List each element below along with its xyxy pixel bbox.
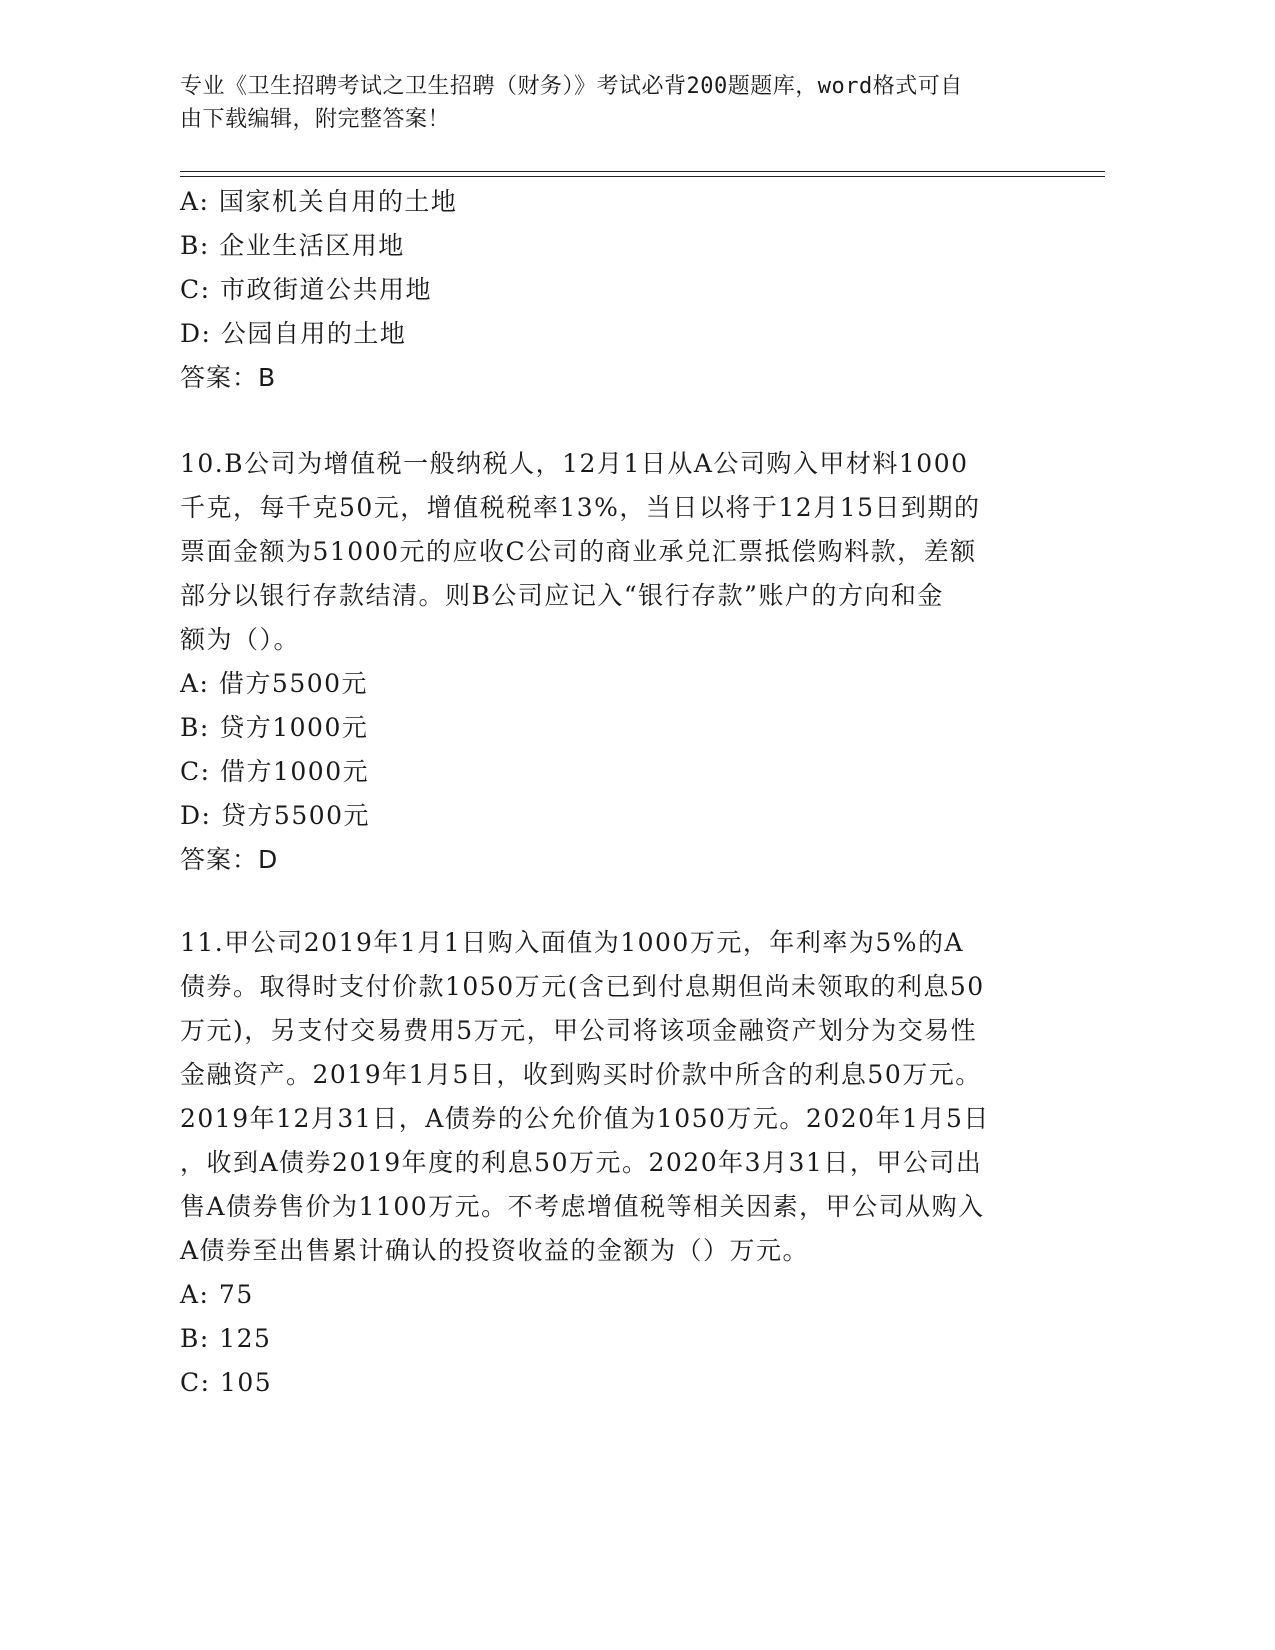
q10-option-a: A: 借方5500元	[180, 669, 369, 698]
q11-stem-line: 11.甲公司2019年1月1日购入面值为1000万元，年利率为5%的A	[180, 928, 965, 957]
question-11	[180, 921, 1040, 1405]
question-9	[180, 180, 1040, 400]
header-divider-top	[180, 171, 1105, 172]
q11-stem-line: 售A债券售价为1100万元。不考虑增值税等相关因素，甲公司从购入	[180, 1192, 985, 1221]
q11-stem-line: ，收到A债券2019年度的利息50万元。2020年3月31日，甲公司出	[180, 1148, 983, 1177]
q10-stem-line: 10.B公司为增值税一般纳税人，12月1日从A公司购入甲材料1000	[180, 449, 969, 478]
q10-option-b: B: 贷方1000元	[180, 713, 369, 742]
q9-option-c: C: 市政街道公共用地	[180, 275, 432, 304]
q9-option-d: D: 公园自用的土地	[180, 319, 407, 348]
q11-stem-line: 万元)，另支付交易费用5万元，甲公司将该项金融资产划分为交易性	[180, 1016, 978, 1045]
header-title-line-1: 专业《卫生招聘考试之卫生招聘（财务）》考试必背200题题库，word格式可自	[180, 74, 963, 99]
q10-stem-line: 千克，每千克50元，增值税税率13%，当日以将于12月15日到期的	[180, 493, 981, 522]
header-title-line-2: 由下载编辑，附完整答案！	[180, 107, 451, 132]
q10-stem-line: 票面金额为51000元的应收C公司的商业承兑汇票抵偿购料款，差额	[180, 537, 977, 566]
q11-option-b: B: 125	[180, 1324, 272, 1353]
header-divider-bottom	[180, 176, 1105, 177]
question-10	[180, 442, 1040, 882]
q9-answer: 答案：B	[180, 363, 277, 392]
q11-option-c: C: 105	[180, 1368, 273, 1397]
document-header	[180, 70, 1040, 136]
q11-option-a: A: 75	[180, 1280, 254, 1309]
q11-stem-line: 2019年12月31日，A债券的公允价值为1050万元。2020年1月5日	[180, 1104, 990, 1133]
q11-stem-line: A债券至出售累计确认的投资收益的金额为（）万元。	[180, 1236, 810, 1265]
q9-option-b: B: 企业生活区用地	[180, 231, 405, 260]
q9-option-a: A: 国家机关自用的土地	[180, 187, 458, 216]
q11-stem-line: 债券。取得时支付价款1050万元(含已到付息期但尚未领取的利息50	[180, 972, 985, 1001]
q10-option-c: C: 借方1000元	[180, 757, 370, 786]
q11-stem-line: 金融资产。2019年1月5日，收到购买时价款中所含的利息50万元。	[180, 1060, 982, 1089]
q10-option-d: D: 贷方5500元	[180, 801, 371, 830]
q10-stem-line: 部分以银行存款结清。则B公司应记入“银行存款”账户的方向和金	[180, 581, 944, 610]
q10-stem-line: 额为（）。	[180, 625, 301, 654]
q10-answer: 答案：D	[180, 845, 279, 874]
